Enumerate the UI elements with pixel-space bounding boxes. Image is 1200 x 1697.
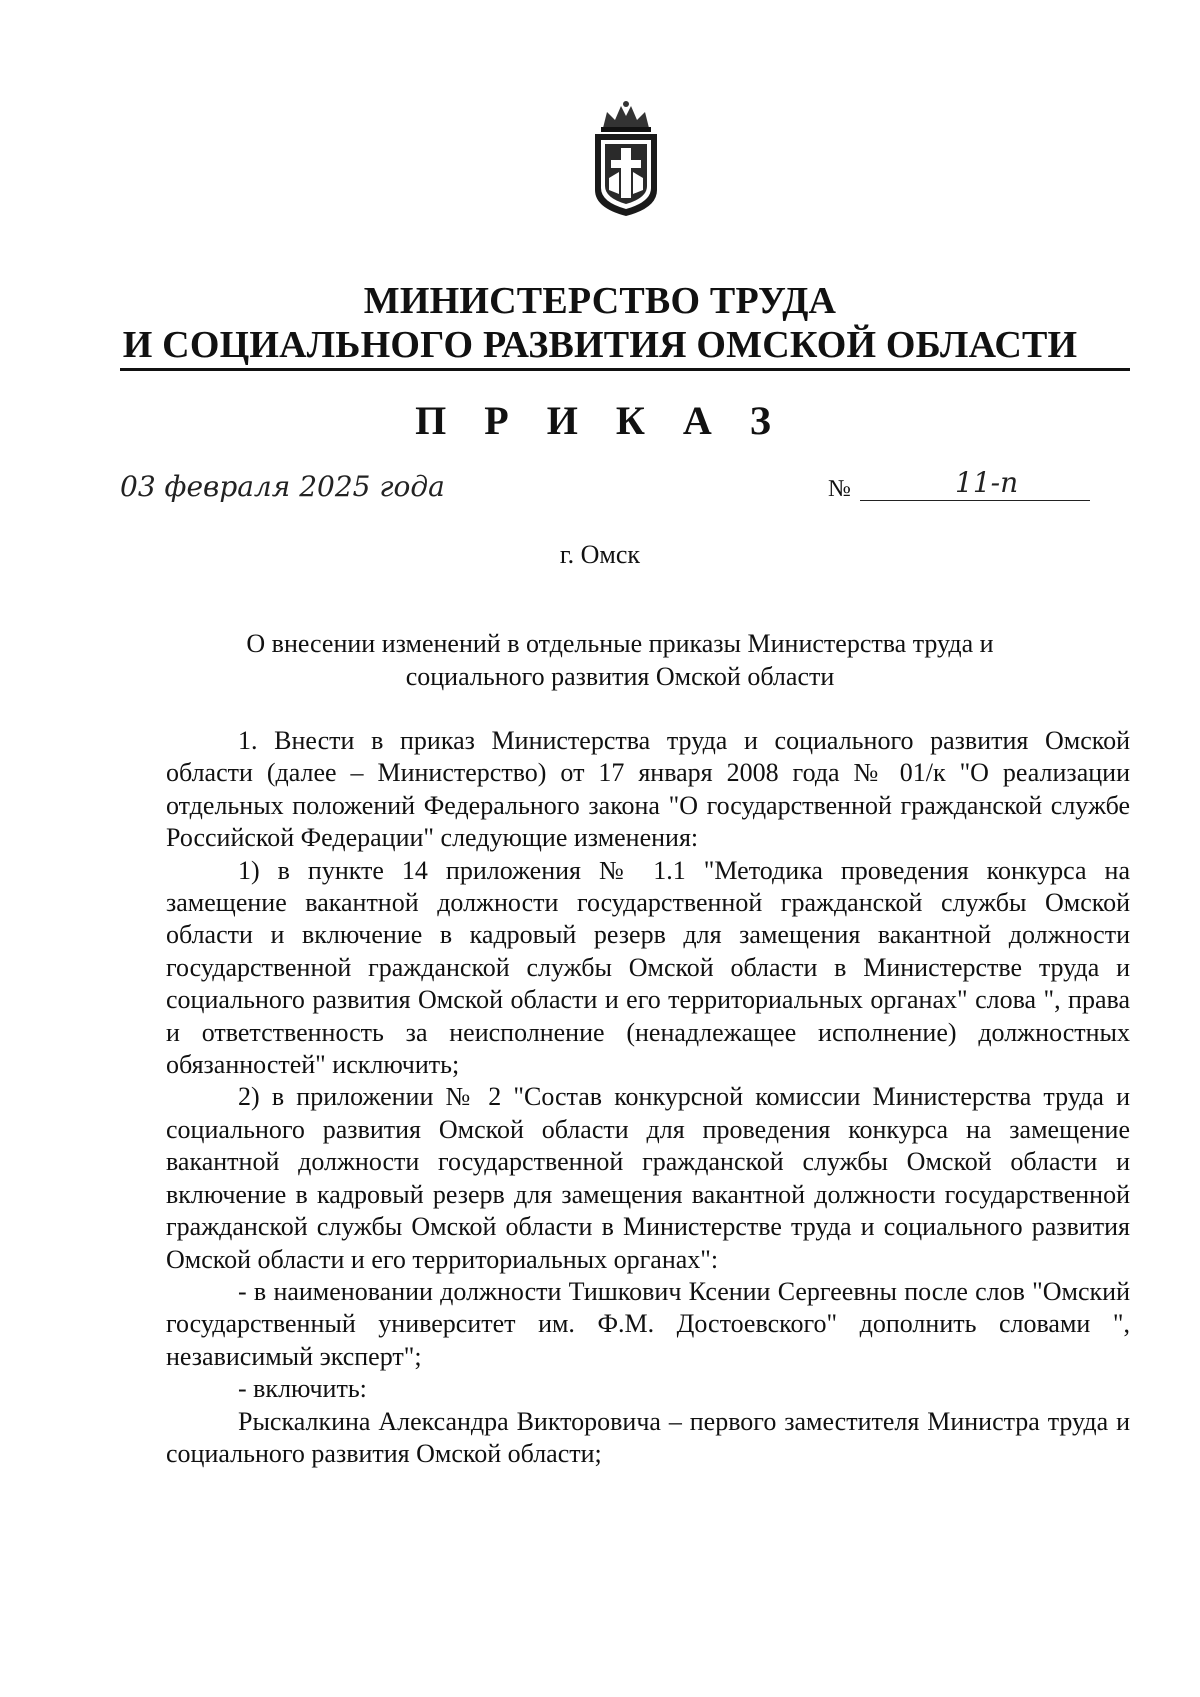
paragraph-new-member: Рыскалкина Александра Викторовича – первого заместителя Министра труда и социального развития Омской области; (166, 1406, 1130, 1468)
omsk-region-coat-of-arms-icon (585, 98, 667, 220)
paragraph-1-1: 1) в пункте 14 приложения № 1.1 "Методика проведения конкурса на замещение вакантной должности государственной гражданской службы Омской области и включение в кадровый резерв для замещения вакантной должности государственной гражданской службы Омской области в Министерстве труда и социального развития Омской области и его территориальных органах" слова ", права и ответственность за неисполнение (ненадлежащее исполнение) должностных обязанностей" исключить; (166, 855, 1130, 1080)
city: г. Омск (559, 540, 641, 569)
handwritten-date: 03 февраля 2025 года (120, 470, 445, 503)
document-body (166, 725, 1130, 1470)
paragraph-include: - включить: (238, 1374, 367, 1404)
document-type: П Р И К А З (415, 398, 785, 443)
document-heading (180, 627, 1060, 693)
paragraph-1-2: 2) в приложении № 2 "Состав конкурсной комиссии Министерства труда и социального развития Омской области для проведения конкурса на замещение вакантной должности государственной гражданской службы Омской области и включение в кадровый резерв для замещения вакантной должности государственной гражданской службы Омской области в Министерстве труда и социального развития Омской области и его территориальных органах": (166, 1082, 1130, 1274)
ministry-name-line2: И СОЦИАЛЬНОГО РАЗВИТИЯ ОМСКОЙ ОБЛАСТИ (122, 324, 1078, 366)
paragraph-1: 1. Внести в приказ Министерства труда и социального развития Омской области (далее – Министерство) от 17 января 2008 года № 01/к "О реализации отдельных положений Федерального закона "О государственной гражданской службе Российской Федерации" следующие изменения: (166, 726, 1130, 853)
handwritten-number: 11-п (955, 466, 1019, 499)
heading-line2: социального развития Омской области (405, 662, 835, 691)
number-underline (860, 500, 1090, 501)
ministry-name-line1: МИНИСТЕРСТВО ТРУДА (363, 280, 837, 322)
paragraph-amend-name: - в наименовании должности Тишкович Ксении Сергеевны после слов "Омский государственный университет им. Ф.М. Достоевского" дополнить словами ", независимый эксперт"; (166, 1276, 1130, 1371)
heading-line1: О внесении изменений в отдельные приказы Министерства труда и (246, 629, 994, 658)
number-label: № (828, 476, 851, 502)
header-rule (120, 368, 1130, 371)
